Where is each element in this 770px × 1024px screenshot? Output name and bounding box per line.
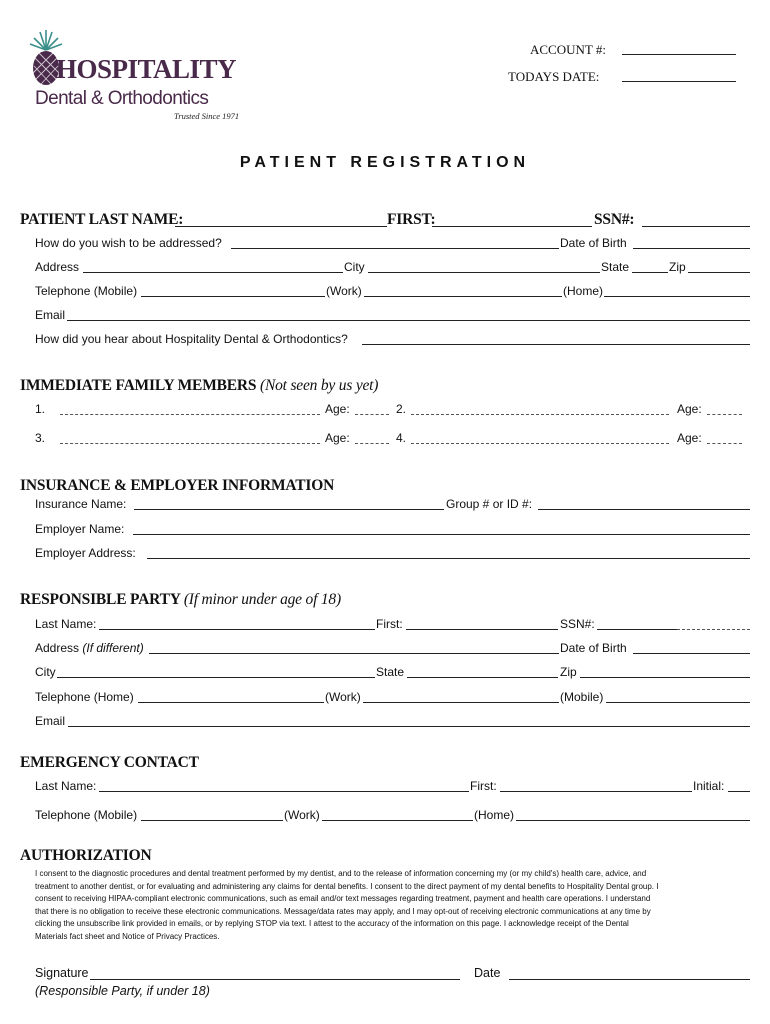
- rp-address-field[interactable]: [149, 653, 559, 654]
- patient-state-label: State: [601, 260, 630, 274]
- rp-first-field[interactable]: [406, 629, 558, 630]
- patient-home-field[interactable]: [604, 296, 750, 297]
- family-4-age-label: Age:: [677, 431, 702, 445]
- authorization-section-title: AUTHORIZATION: [20, 847, 152, 864]
- family-2-name-field[interactable]: [411, 414, 669, 415]
- authorization-line: that there is no obligation to receive these electronic communications. Message/data rates may apply, and I may opt-out of receiving electronic communications at any time by: [35, 906, 651, 916]
- ec-first-field[interactable]: [500, 791, 692, 792]
- rp-last-name-field[interactable]: [99, 629, 375, 630]
- family-1-number: 1.: [35, 402, 46, 416]
- responsible-section-title: [20, 591, 341, 609]
- signature-field[interactable]: [90, 979, 460, 980]
- ec-home-label: (Home): [474, 808, 515, 822]
- ec-tel-mobile-field[interactable]: [141, 820, 283, 821]
- patient-work-field[interactable]: [364, 296, 562, 297]
- patient-city-field[interactable]: [368, 272, 600, 273]
- family-2-age-label: Age:: [677, 402, 702, 416]
- patient-first-field[interactable]: [432, 226, 592, 227]
- patient-email-label: Email: [35, 308, 66, 322]
- family-section-title: [20, 377, 378, 395]
- ec-last-name-label: Last Name:: [35, 779, 97, 793]
- insurance-name-label: Insurance Name:: [35, 497, 127, 511]
- patient-ssn-label: SSN#:: [594, 211, 635, 228]
- insurance-section-title: INSURANCE & EMPLOYER INFORMATION: [20, 477, 335, 494]
- family-4-age-field[interactable]: [707, 443, 742, 444]
- signature-label: Signature: [35, 966, 89, 980]
- rp-zip-field[interactable]: [580, 677, 750, 678]
- employer-address-label: Employer Address:: [35, 546, 136, 560]
- patient-tel-mobile-label: Telephone (Mobile): [35, 284, 138, 298]
- family-3-number: 3.: [35, 431, 46, 445]
- rp-first-label: First:: [376, 617, 403, 631]
- authorization-line: treatment to another dentist, or for evaluating and administering any claims for dental benefits. I consent to the direct payment of my dental benefits to Hospitality Dental group. I: [35, 881, 659, 891]
- rp-dob-field[interactable]: [633, 653, 750, 654]
- hear-about-field[interactable]: [362, 344, 750, 345]
- logo: [26, 28, 246, 124]
- rp-ssn-field-ext[interactable]: [677, 629, 750, 630]
- ec-work-field[interactable]: [322, 820, 473, 821]
- patient-zip-field[interactable]: [688, 272, 750, 273]
- ec-last-name-field[interactable]: [99, 791, 469, 792]
- family-title: IMMEDIATE FAMILY MEMBERS: [20, 377, 257, 394]
- rp-work-label: (Work): [325, 690, 361, 704]
- account-field[interactable]: [622, 54, 736, 55]
- rp-mobile-label: (Mobile): [560, 690, 604, 704]
- group-id-label: Group # or ID #:: [446, 497, 533, 511]
- rp-dob-label: Date of Birth: [560, 641, 627, 655]
- patient-work-label: (Work): [326, 284, 362, 298]
- authorization-line: Materials fact sheet and Notice of Privacy Practices.: [35, 931, 220, 941]
- employer-name-label: Employer Name:: [35, 522, 125, 536]
- patient-tel-mobile-field[interactable]: [141, 296, 325, 297]
- todays-date-label: TODAYS DATE:: [508, 69, 600, 84]
- rp-address-if-different: (If different): [82, 641, 144, 655]
- signature-date-field[interactable]: [509, 979, 750, 980]
- hear-about-label: How did you hear about Hospitality Dental & Orthodontics?: [35, 332, 348, 346]
- family-3-name-field[interactable]: [60, 443, 320, 444]
- rp-state-field[interactable]: [407, 677, 558, 678]
- todays-date-field[interactable]: [622, 81, 736, 82]
- rp-address-label: [35, 641, 144, 655]
- brand-name: HOSPITALITY: [56, 54, 237, 84]
- patient-address-label: Address: [35, 260, 80, 274]
- patient-home-label: (Home): [563, 284, 604, 298]
- authorization-line: clicking the unsubscribe link provided in emails, or by replying STOP via text. I attest to the accuracy of the information on this page. I acknowledge receipt of the Dental: [35, 919, 629, 929]
- patient-first-label: FIRST:: [387, 211, 436, 228]
- patient-dob-label: Date of Birth: [560, 236, 627, 250]
- family-2-number: 2.: [396, 402, 407, 416]
- rp-zip-label: Zip: [560, 665, 577, 679]
- family-2-age-field[interactable]: [707, 414, 742, 415]
- rp-city-label: City: [35, 665, 56, 679]
- brand-subtitle: Dental & Orthodontics: [35, 88, 209, 109]
- rp-city-field[interactable]: [57, 677, 375, 678]
- responsible-title: RESPONSIBLE PARTY: [20, 591, 181, 608]
- rp-mobile-field[interactable]: [606, 702, 750, 703]
- family-subtitle: (Not seen by us yet): [260, 377, 379, 394]
- rp-address-text: Address: [35, 641, 80, 655]
- rp-ssn-field[interactable]: [597, 629, 677, 630]
- patient-email-field[interactable]: [67, 320, 750, 321]
- employer-name-field[interactable]: [133, 534, 750, 535]
- authorization-line: I consent to the diagnostic procedures and dental treatment performed by my dentist, and to the release of information concerning my (or my child's) health care, advice, and: [35, 869, 647, 878]
- patient-dob-field[interactable]: [633, 248, 750, 249]
- rp-work-field[interactable]: [363, 702, 559, 703]
- rp-tel-home-field[interactable]: [138, 702, 324, 703]
- rp-email-field[interactable]: [68, 726, 750, 727]
- account-label: ACCOUNT #:: [530, 42, 606, 57]
- rp-last-name-label: Last Name:: [35, 617, 97, 631]
- patient-ssn-field[interactable]: [642, 226, 750, 227]
- patient-last-name-field[interactable]: [175, 226, 387, 227]
- ec-first-label: First:: [470, 779, 497, 793]
- ec-tel-mobile-label: Telephone (Mobile): [35, 808, 138, 822]
- ec-initial-field[interactable]: [728, 791, 750, 792]
- authorization-line: consent to receiving HIPAA-compliant electronic communications, such as email and/or text messages regarding treatment, payment and health care operations. I understand: [35, 894, 651, 904]
- group-id-field[interactable]: [538, 509, 750, 510]
- authorization-text: [35, 868, 747, 944]
- responsible-subtitle: (If minor under age of 18): [183, 591, 341, 608]
- family-3-age-label: Age:: [325, 431, 350, 445]
- patient-state-field[interactable]: [632, 272, 668, 273]
- rp-state-label: State: [376, 665, 405, 679]
- patient-address-field[interactable]: [83, 272, 343, 273]
- insurance-name-field[interactable]: [134, 509, 444, 510]
- patient-zip-label: Zip: [669, 260, 686, 274]
- brand-tagline: Trusted Since 1971: [174, 111, 240, 121]
- rp-email-label: Email: [35, 714, 66, 728]
- family-1-name-field[interactable]: [60, 414, 320, 415]
- ec-initial-label: Initial:: [693, 779, 725, 793]
- addressed-field[interactable]: [231, 248, 559, 249]
- patient-last-name-label: PATIENT LAST NAME:: [20, 211, 184, 228]
- addressed-label: How do you wish to be addressed?: [35, 236, 222, 250]
- ec-work-label: (Work): [284, 808, 320, 822]
- ec-home-field[interactable]: [516, 820, 750, 821]
- family-4-number: 4.: [396, 431, 407, 445]
- family-4-name-field[interactable]: [411, 443, 669, 444]
- page-title: PATIENT REGISTRATION: [239, 154, 531, 171]
- rp-tel-home-label: Telephone (Home): [35, 690, 134, 704]
- family-3-age-field[interactable]: [355, 443, 389, 444]
- family-1-age-label: Age:: [325, 402, 350, 416]
- signature-date-label: Date: [474, 966, 501, 980]
- emergency-section-title: EMERGENCY CONTACT: [20, 754, 199, 771]
- employer-address-field[interactable]: [147, 558, 750, 559]
- rp-ssn-label: SSN#:: [560, 617, 595, 631]
- signature-note: (Responsible Party, if under 18): [35, 984, 210, 998]
- family-1-age-field[interactable]: [355, 414, 389, 415]
- patient-city-label: City: [344, 260, 365, 274]
